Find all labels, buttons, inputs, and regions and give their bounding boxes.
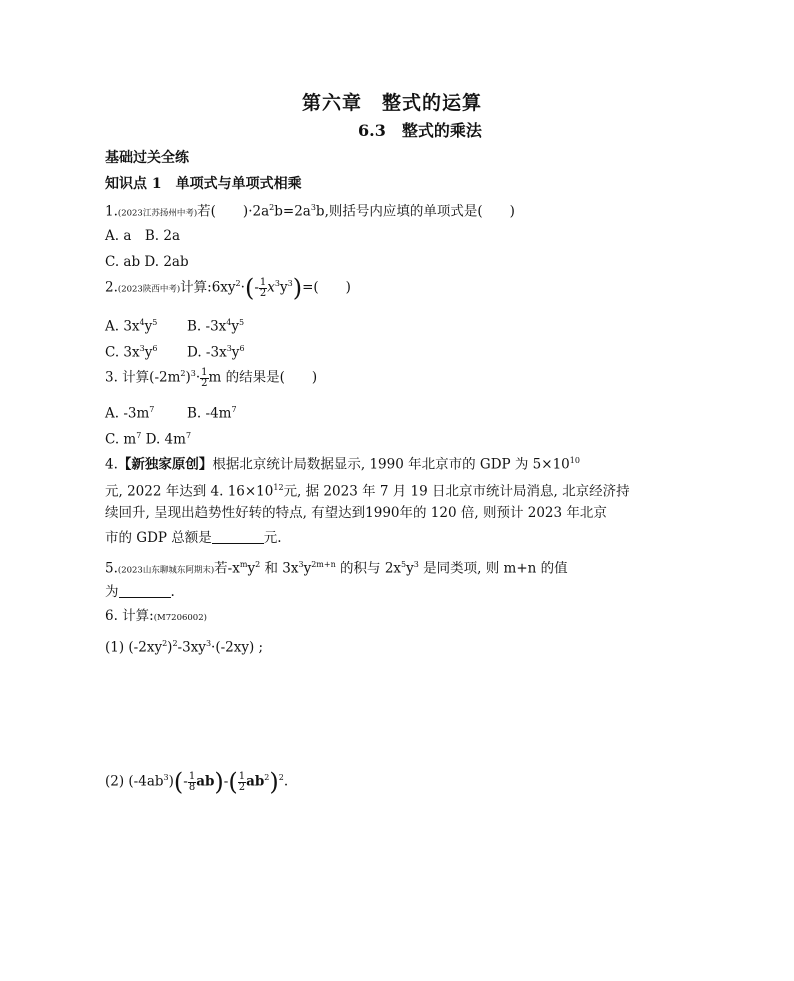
q3-options-cd: C. $m^7$ D. $4m^7$ <box>105 431 192 448</box>
q4-tag: 【新独家原创】 <box>117 456 213 473</box>
q6-code: (M7206002) <box>153 613 207 623</box>
section-heading: 基础过关全练 <box>105 150 189 166</box>
question-4-line-2: 元, 2022 年达到 4. $16\times 10^{12}$元, 据 2023 年 7 月 19 日北京市统计局消息, 北京经济持 <box>105 483 630 500</box>
q4-answer-blank[interactable] <box>212 531 264 544</box>
question-2: 2.(2023陕西中考)计算$:6xy^2\cdot(-$ $\frac{1}{2}$ $x^3y^3)=$( ) <box>105 274 351 302</box>
q1-options-ab: A. a B. 2a <box>105 228 181 244</box>
question-1: 1.(2023江苏扬州中考)若( )$\cdot 2a^2b=2a^3b$,则括号内应填的单项式是( ) <box>105 203 515 220</box>
q3-option-b: B. $-4m^7$ <box>187 405 237 422</box>
question-3: 3. 计算$(-2m^2)^3\cdot$ $\frac{1}{2}$ m 的结果是( ) <box>105 366 318 389</box>
q2-option-c: C. $3x^3y^6$ <box>105 344 158 361</box>
section-subtitle: 6.3 整式的乘法 <box>358 121 482 140</box>
q1-options-cd: C. ab D. 2ab <box>105 254 189 270</box>
q2-source: (2023陕西中考) <box>117 284 181 295</box>
q2-option-a: A. $3x^4y^5$ <box>105 318 158 335</box>
q1-source: (2023江苏扬州中考) <box>117 208 198 219</box>
question-4-line-3: 续回升, 呈现出趋势性好转的特点, 有望达到1990年的 120 倍, 则预计 2023 年北京 <box>105 505 607 521</box>
question-6-part-1: (1) $(-2xy^2)^2-3xy^3\cdot(-2xy)$ ; <box>105 639 264 656</box>
page-title: 第六章 整式的运算 <box>302 92 483 114</box>
q5-answer-blank[interactable] <box>119 585 171 598</box>
q6-fraction-2: $\frac{1}{2}$ <box>238 770 246 793</box>
question-6: 6. 计算:(M7206002) <box>105 608 207 624</box>
question-4-line-1: 4.【新独家原创】根据北京统计局数据显示, 1990 年北京市的 GDP 为 $5\times 10^{10}$ <box>105 456 580 473</box>
question-5: 5.(2023山东聊城东阿期末)若$-x^my^2$ 和 $3x^3y^{2m+n}$ 的积与 $2x^5y^3$ 是同类项, 则 m+n 的值 <box>105 560 568 577</box>
q3-fraction: $\frac{1}{2}$ <box>201 366 208 389</box>
q1-number: 1. <box>105 203 118 220</box>
question-5-line-2: 为 . <box>105 584 175 600</box>
q3-option-a: A. $-3m^7$ <box>105 405 155 422</box>
knowledge-point-heading: 知识点 1 单项式与单项式相乘 <box>105 176 302 192</box>
q5-source: (2023山东聊城东阿期末) <box>117 565 215 576</box>
q2-option-b: B. $-3x^4y^5$ <box>187 318 245 335</box>
question-6-part-2: (2) $(-4ab^3)(-$ $\frac{1}{8}$ ab)-( $\frac{1}{2}$ $ab^2)^2$. <box>105 768 289 796</box>
q2-option-d: D. $-3x^3y^6$ <box>187 344 245 361</box>
question-4-line-4: 市的 GDP 总额是 元. <box>105 530 282 546</box>
q6-fraction-1: $\frac{1}{8}$ <box>188 770 196 793</box>
q2-fraction: $\frac{1}{2}$ <box>259 276 267 299</box>
